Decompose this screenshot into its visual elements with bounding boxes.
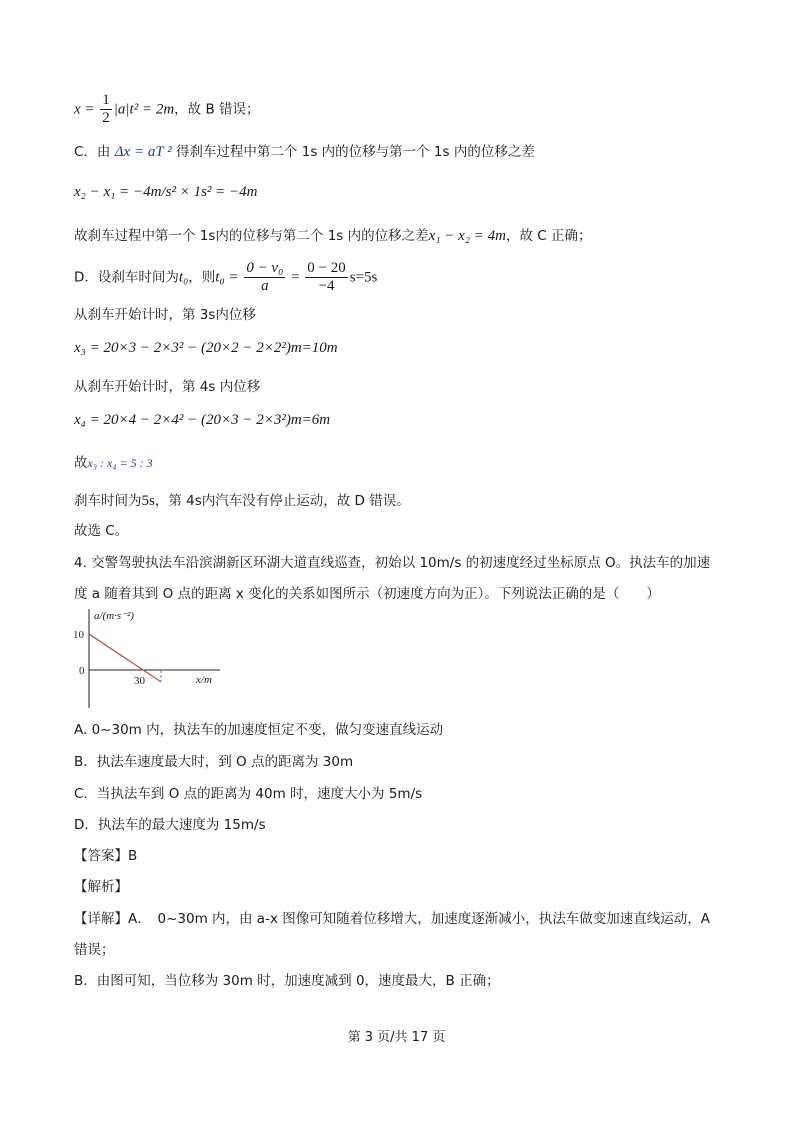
answer: 【答案】B (74, 848, 138, 864)
text-line-8: 从刹车开始计时，第 4s 内位移 (74, 379, 261, 395)
series-line (89, 634, 161, 682)
x-tick-30: 30 (134, 675, 145, 687)
fraction-1: $\frac{\text{0 − v₀}}{a}$ (246, 260, 284, 294)
delta-formula: Δx = aT ² (114, 144, 172, 160)
text-line-2: C．由 Δx = aT ² 得刹车过程中第二个 1s 内的位移与第一个 1s 内的位移之差 (74, 144, 535, 160)
detail-line-1: 【详解】A． 0~30m 内，由 a-x 图像可知随着位移增大，加速度逐渐减小，执法车做变加速直线运动，A (74, 911, 710, 927)
formula-line-9: x₄ = 20×4 − 2×4² − (20×3 − 2×3²)m=6m (74, 412, 331, 428)
text: ，故 B 错误； (174, 101, 260, 118)
fraction-2: $\frac{0 - 20}{-4}$ (307, 260, 346, 294)
a-x-graph (72, 605, 252, 715)
option-b: B．执法车速度最大时，到 O 点的距离为 30m (74, 754, 354, 770)
y-tick-10: 10 (73, 629, 84, 641)
option-d: D．执法车的最大速度为 15m/s (74, 817, 266, 833)
formula-line-5: D．设刹车时间为t₀，则t₀ = $\frac{\text{0 − v₀}}{a}$ = $\frac{0 - 20}{-4}$ s=5s (74, 260, 378, 294)
y-axis-label: a/(m·s⁻²) (94, 610, 134, 622)
x-axis-label: x/m (196, 674, 212, 686)
page-footer: 第 3 页/共 17 页 (347, 1030, 446, 1045)
formula-line-7: x₃ = 20×3 − 2×3² − (20×2 − 2×2²)m=10m (74, 340, 338, 356)
formula-line-1 (74, 92, 260, 127)
text-line-12: 故选 C。 (74, 523, 129, 539)
option-a: A. 0~30m 内，执法车的加速度恒定不变，做匀变速直线运动 (74, 722, 444, 738)
y-tick-0: 0 (79, 665, 85, 677)
formula-rest: |a|t² = 2m (113, 101, 175, 118)
option-c: C．当执法车到 O 点的距离为 40m 时，速度大小为 5m/s (74, 786, 423, 802)
analysis-heading: 【解析】 (74, 879, 128, 895)
text-line-11: 刹车时间为5s，第 4s内汽车没有停止运动，故 D 错误。 (74, 493, 410, 509)
text-line-10: 故x₃ : x₄ = 5 : 3 (74, 455, 153, 471)
question-4-line-2: 度 a 随着其到 O 点的距离 x 变化的关系如图所示（初速度方向为正）。下列说法正确的是（ ） (74, 586, 660, 602)
detail-line-2: 错误； (74, 942, 115, 958)
question-4-line-1: 4. 交警驾驶执法车沿滨湖新区环湖大道直线巡查，初始以 10m/s 的初速度经过坐标原点 O。执法车的加速 (74, 555, 711, 571)
var-x: x = (74, 101, 99, 118)
text-line-4: 故刹车过程中第一个 1s内的位移与第二个 1s 内的位移之差x₁ − x₂ = 4m，故 C 正确； (74, 228, 592, 244)
text-line-6: 从刹车开始计时，第 3s内位移 (74, 307, 256, 323)
detail-line-3: B．由图可知，当位移为 30m 时，加速度减到 0，速度最大，B 正确； (74, 973, 500, 989)
formula-line-3: x₂ − x₁ = −4m/s² × 1s² = −4m (74, 184, 258, 200)
fraction-half: $\frac{1}{2}$ (102, 92, 110, 126)
